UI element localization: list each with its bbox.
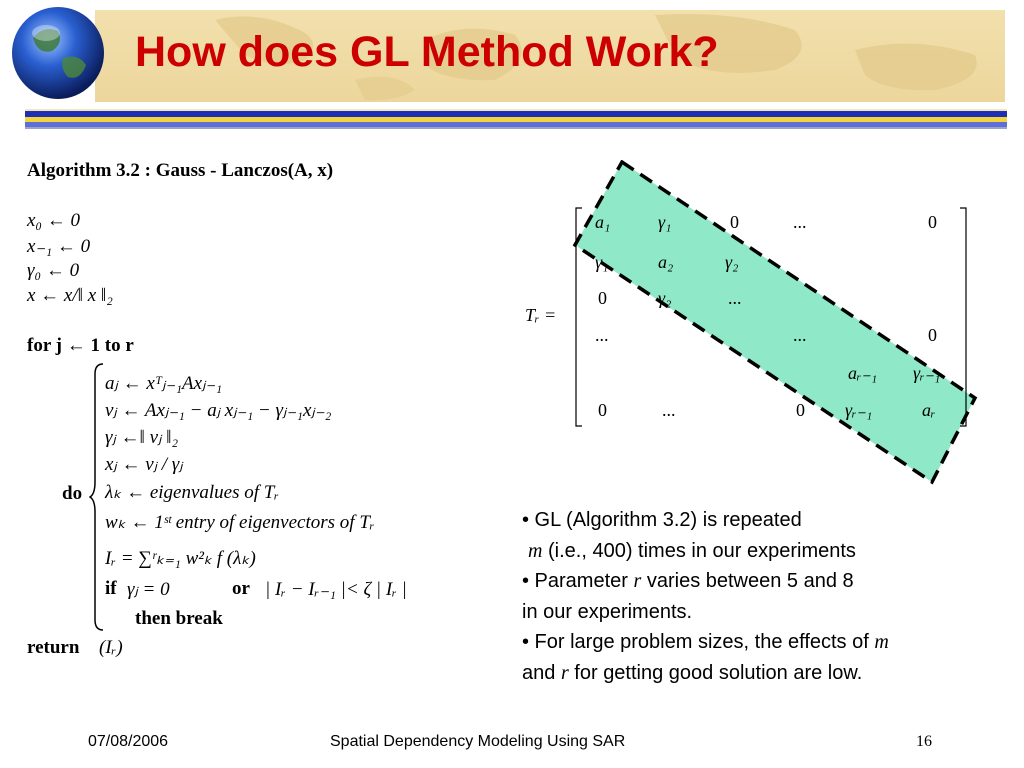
for-line: for j ← 1 to r	[27, 335, 134, 356]
cell-4-3: 0	[928, 325, 937, 345]
bullet-3-line-1	[522, 627, 1002, 658]
bullet-2-line-1	[522, 566, 1002, 597]
bullet-3-line-2	[522, 658, 1002, 689]
matrix-highlight	[520, 160, 990, 490]
body-line-4: xⱼ ← vⱼ / γⱼ	[105, 454, 183, 475]
algorithm-header: Algorithm 3.2 : Gauss - Lanczos(A, x)	[27, 160, 334, 181]
cell-2-3: γ₂	[725, 252, 739, 272]
cell-1-4: ...	[793, 212, 807, 232]
body-line-6: wₖ ← 1ˢᵗ entry of eigenvectors of Tᵣ	[105, 512, 375, 533]
or-condition: | Iᵣ − Iᵣ₋₁ |< ζ | Iᵣ |	[265, 579, 407, 600]
cell-3-2: γ₂	[658, 288, 672, 308]
body-line-2: vⱼ ← Axⱼ₋₁ − aⱼ xⱼ₋₁ − γⱼ₋₁xⱼ₋₂	[105, 400, 332, 421]
do-brace	[89, 362, 105, 632]
then-break: then break	[135, 608, 223, 629]
or-label: or	[232, 578, 250, 599]
tridiagonal-matrix	[520, 160, 990, 490]
body-line-3: γⱼ ←‖ vⱼ ‖₂	[105, 427, 179, 448]
bullet-1-text: • GL (Algorithm 3.2) is repeated	[522, 509, 802, 531]
init-line-3: γ₀ ← 0	[27, 260, 80, 281]
footer-title: Spatial Dependency Modeling Using SAR	[330, 733, 626, 750]
bullet-2-text: • Parameter	[522, 570, 634, 592]
cell-1-5: 0	[928, 212, 937, 232]
if-label: if	[105, 578, 117, 599]
bullet-1-line-1	[522, 505, 1002, 536]
bullet-2-line-2	[522, 597, 1002, 628]
cell-1-2: γ₁	[658, 212, 672, 232]
algorithm-block	[27, 150, 487, 670]
cell-1-3: 0	[730, 212, 739, 232]
cell-3-1: 0	[598, 288, 607, 308]
cell-2-2: a₂	[658, 252, 674, 272]
bullet-1-line-2	[522, 536, 1002, 567]
var-r: r	[633, 570, 642, 592]
cell-6-5: aᵣ	[922, 400, 936, 420]
body-line-1: aⱼ ← xᵀⱼ₋₁Axⱼ₋₁	[105, 373, 223, 394]
cell-4-1: ...	[595, 325, 609, 345]
if-condition: γⱼ = 0	[127, 579, 170, 600]
body-line-5: λₖ ← eigenvalues of Tᵣ	[105, 482, 280, 503]
cell-6-3: 0	[796, 400, 805, 420]
cell-3-3: ...	[728, 288, 742, 308]
init-line-4: x ← x/‖ x ‖₂	[27, 285, 113, 306]
cell-5-1: aᵣ₋₁	[848, 363, 878, 383]
header-stripe	[25, 109, 1007, 129]
var-m: m	[874, 631, 889, 653]
return-label: return	[27, 637, 80, 658]
bullet-3-text-cont: and	[522, 661, 561, 684]
cell-6-2: ...	[662, 400, 676, 420]
bullet-3-text: • For large problem sizes, the effects of	[522, 631, 875, 653]
page-number: 16	[916, 733, 932, 750]
var-r: r	[560, 661, 569, 684]
footer-date: 07/08/2006	[88, 733, 169, 750]
slide-title: How does GL Method Work?	[135, 28, 719, 76]
bullet-2-text-end: in our experiments.	[522, 600, 693, 623]
init-line-2: x₋₁ ← 0	[27, 236, 91, 257]
bullet-1-text-cont: (i.e., 400) times in our experiments	[542, 539, 856, 562]
bullet-3-text-end: for getting good solution are low.	[568, 661, 863, 684]
var-m: m	[528, 539, 543, 562]
bullet-2-text-cont: varies between 5 and 8	[641, 570, 854, 592]
body-line-7: Iᵣ = ∑ʳₖ₌₁ w²ₖ f (λₖ)	[105, 548, 256, 569]
return-value: (Iᵣ)	[99, 637, 123, 658]
init-line-1: x₀ ← 0	[27, 210, 81, 231]
cell-4-2: ...	[793, 325, 807, 345]
bullet-list	[522, 505, 1002, 688]
cell-6-4: γᵣ₋₁	[845, 400, 873, 420]
cell-1-1: a₁	[595, 212, 611, 232]
globe-icon	[8, 3, 108, 103]
cell-5-2: γᵣ₋₁	[913, 363, 941, 383]
cell-2-1: γ₁	[595, 252, 609, 272]
matrix-lhs: Tᵣ =	[525, 305, 557, 325]
cell-6-1: 0	[598, 400, 607, 420]
do-label: do	[62, 483, 83, 504]
